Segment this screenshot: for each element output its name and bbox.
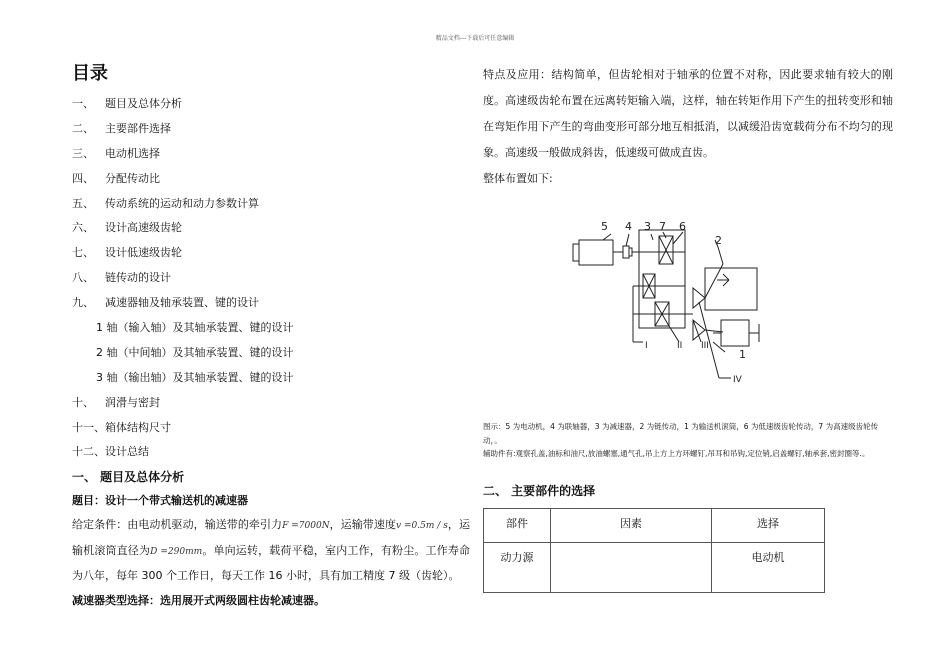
table-cell: 动力源 <box>484 542 551 592</box>
list-item <box>72 440 470 465</box>
table-cell: 电动机 <box>712 542 825 592</box>
toc-item-text: 设计总结 <box>105 445 149 459</box>
toc-item-text: 设计高速级齿轮 <box>105 221 182 235</box>
list-item <box>72 241 470 266</box>
label-2: 2 <box>715 234 722 247</box>
list-item <box>72 416 470 441</box>
list-item <box>72 192 470 217</box>
transmission-diagram-svg <box>483 192 893 420</box>
toc-item-number: 九、 <box>72 296 94 310</box>
auxiliary-parts-caption: 辅助件有:观察孔盖,油标和油尺,放油螺塞,通气孔,吊上方上方环螺钉,吊耳和吊钩,定位销,启盖螺钉,轴承套,密封圈等.。 <box>483 449 870 458</box>
toc-item-number: 七、 <box>72 246 94 260</box>
toc-subitem-text: 3 轴（输出轴）及其轴承装置、键的设计 <box>96 370 294 384</box>
table-header: 部件 <box>484 508 551 542</box>
toc-item-text: 润滑与密封 <box>105 395 160 409</box>
list-item <box>72 341 470 366</box>
conveyor-belt <box>705 268 757 310</box>
right-column <box>483 62 893 593</box>
toc-item-number: 三、 <box>72 146 94 160</box>
toc-subitem-text: 2 轴（中间轴）及其轴承装置、键的设计 <box>96 345 294 359</box>
parts-table <box>483 508 825 593</box>
toc-item-text: 电动机选择 <box>105 146 160 160</box>
header-note: 精品文档---下载后可任意编辑 <box>435 35 515 42</box>
list-item <box>72 117 470 142</box>
section2-heading: 二、 主要部件的选择 <box>483 483 596 498</box>
reducer-type-selection: 减速器类型选择：选用展开式两级圆柱齿轮减速器。 <box>72 593 325 607</box>
list-item <box>72 216 470 241</box>
toc-item-number: 十、 <box>72 395 94 409</box>
list-item <box>72 366 470 391</box>
left-column <box>72 62 470 613</box>
formula-speed: v =0.5m / s <box>395 521 448 532</box>
list-item <box>72 167 470 192</box>
toc-item-text: 减速器轴及轴承装置、键的设计 <box>105 296 259 310</box>
chain-sprocket-small <box>693 288 705 308</box>
toc-item-number: 十一、 <box>72 420 105 434</box>
toc-item-text: 箱体结构尺寸 <box>105 420 171 434</box>
toc-item-number: 四、 <box>72 171 94 185</box>
given-conditions: 给定条件：由电动机驱动，输送带的牵引力F =7000N，运输带速度v =0.5m / s，运输机滚筒直径为D =290mm。单向运转，载荷平稳，室内工作，有粉尘。工作寿命为八年，每年 300 个工作日，每天工作 16 小时，具有加工精度 7 级（齿轮）。 <box>72 518 470 583</box>
toc-item-number: 六、 <box>72 221 94 235</box>
list-item <box>72 316 470 341</box>
list-item <box>72 142 470 167</box>
layout-intro: 整体布置如下: <box>483 172 553 185</box>
toc-item-number: 五、 <box>72 196 94 210</box>
list-item <box>72 92 470 117</box>
label-shaft-3: III <box>701 341 709 351</box>
topic-line: 题目：设计一个带式输送机的减速器 <box>72 494 248 508</box>
toc-item-number: 二、 <box>72 121 94 135</box>
transmission-diagram <box>483 192 893 420</box>
label-shaft-1: I <box>645 341 648 351</box>
toc-item-number: 十二、 <box>72 445 105 459</box>
table-header-row <box>484 508 825 542</box>
label-shaft-4: IV <box>733 375 742 385</box>
toc-item-text: 分配传动比 <box>105 171 160 185</box>
coupling <box>623 246 629 258</box>
conveyor-drum <box>721 320 749 346</box>
table-row <box>484 542 825 592</box>
toc-item-text: 传动系统的运动和动力参数计算 <box>105 196 259 210</box>
features-paragraph: 特点及应用：结构简单，但齿轮相对于轴承的位置不对称，因此要求轴有较大的刚度。高速级齿轮布置在远离转矩输入端，这样，轴在转矩作用下产生的扭转变形和轴在弯矩作用下产生的弯曲变形可部分地互相抵消，以减缓沿齿宽载荷分布不均匀的现象。高速级一般做成斜齿，低速级可做成直齿。 <box>483 68 893 159</box>
toc-item-text: 题目及总体分析 <box>105 97 182 110</box>
table-header: 选择 <box>712 508 825 542</box>
toc-title: 目录 <box>72 63 108 84</box>
formula-force: F =7000N <box>282 521 330 532</box>
section1-heading: 一、 题目及总体分析 <box>72 470 185 485</box>
label-5: 5 <box>601 220 608 233</box>
label-4: 4 <box>625 220 632 233</box>
toc-list <box>72 92 470 465</box>
motor-end <box>573 244 579 261</box>
toc-item-number: 八、 <box>72 271 94 285</box>
label-shaft-2: II <box>677 341 683 351</box>
list-item <box>72 391 470 416</box>
list-item <box>72 291 470 316</box>
label-6: 6 <box>679 220 686 233</box>
toc-item-text: 主要部件选择 <box>105 121 171 135</box>
label-3: 3 <box>644 220 651 233</box>
table-header: 因素 <box>551 508 712 542</box>
label-1: 1 <box>739 348 746 361</box>
motor-body <box>579 240 613 265</box>
label-7: 7 <box>659 220 666 233</box>
toc-item-number: 一、 <box>72 97 94 110</box>
toc-item-text: 设计低速级齿轮 <box>105 246 182 260</box>
toc-item-text: 链传动的设计 <box>105 271 171 285</box>
formula-diameter: D =290mm <box>150 546 203 557</box>
toc-subitem-text: 1 轴（输入轴）及其轴承装置、键的设计 <box>96 321 294 335</box>
table-cell <box>551 542 712 592</box>
diagram-caption: 图示：5 为电动机，4 为联轴器，3 为减速器，2 为链传动，1 为输送机滚筒，6 为低速级齿轮传动，7 为高速级齿轮传动，。 <box>483 422 879 445</box>
list-item <box>72 266 470 291</box>
